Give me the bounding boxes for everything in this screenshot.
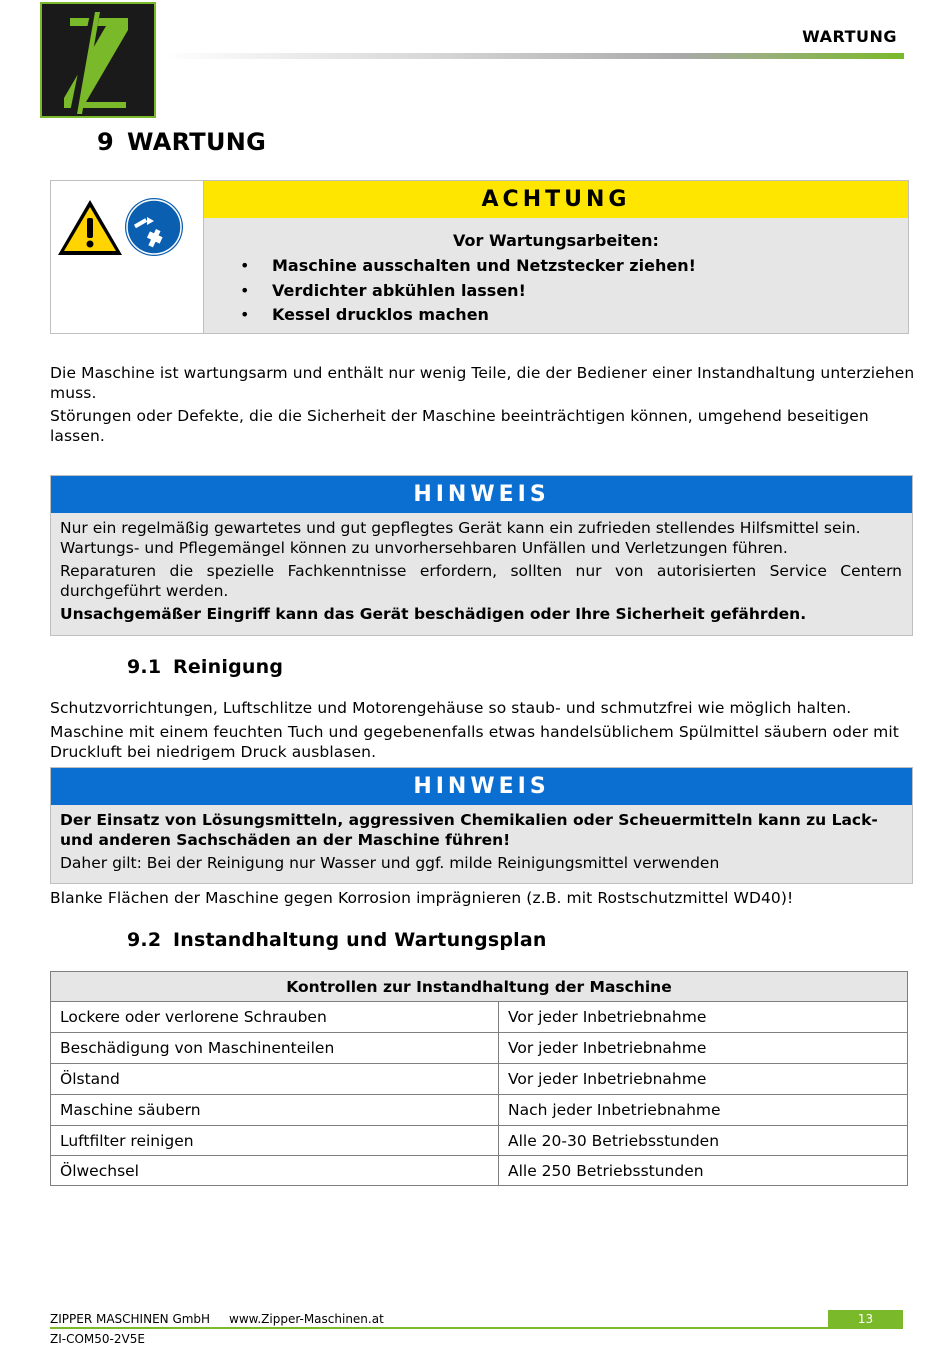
table-cell-task: Maschine säubern [51, 1095, 499, 1126]
section-number: 9.1 [127, 656, 162, 678]
section-heading-9-1 [127, 656, 283, 678]
table-cell-interval: Alle 250 Betriebsstunden [499, 1156, 908, 1186]
table-header: Kontrollen zur Instandhaltung der Maschine [51, 972, 908, 1002]
table-cell-task: Ölstand [51, 1064, 499, 1095]
warning-triangle-icon [58, 200, 122, 255]
warning-list [240, 254, 696, 328]
notice-emphasis: Unsachgemäßer Eingriff kann das Gerät beschädigen oder Ihre Sicherheit gefährden. [60, 605, 807, 623]
footer-company: ZIPPER MASCHINEN GmbH [50, 1312, 211, 1326]
warning-subtitle: Vor Wartungsarbeiten: [453, 231, 659, 250]
corrosion-paragraph: Blanke Flächen der Maschine gegen Korrosion imprägnieren (z.B. mit Rostschutzmittel WD40)! [50, 889, 794, 907]
table-row [51, 1156, 908, 1186]
header-divider [160, 53, 904, 59]
warning-item: • Kessel drucklos machen [240, 303, 696, 328]
table-cell-interval: Vor jeder Inbetriebnahme [499, 1002, 908, 1033]
notice-label: HINWEIS [51, 768, 912, 805]
warning-icons [51, 181, 204, 333]
page-number: 13 [828, 1310, 903, 1328]
table-cell-task: Lockere oder verlorene Schrauben [51, 1002, 499, 1033]
zipper-z-icon [42, 4, 154, 116]
table-cell-task: Luftfilter reinigen [51, 1126, 499, 1156]
notice-paragraph: Reparaturen die spezielle Fachkenntnisse erfordern, sollten nur von autorisierten Service Centern durchgeführt werden. [60, 562, 902, 600]
warning-body [204, 218, 908, 333]
intro-paragraph-1: Die Maschine ist wartungsarm und enthält nur wenig Teile, die der Bediener einer Instandhaltung unterziehen muss. [50, 364, 915, 402]
section-heading-9-2 [127, 929, 547, 951]
table-cell-task: Beschädigung von Maschinenteilen [51, 1033, 499, 1064]
zipper-logo [40, 2, 156, 118]
table-row [51, 1095, 908, 1126]
notice-paragraph: Nur ein regelmäßig gewartetes und gut gepflegtes Gerät kann ein zufrieden stellendes Hilfsmittel sein. Wartungs- und Pflegemängel können zu unvorhersehbaren Unfällen und Verletzungen führen. [60, 519, 861, 557]
table-cell-interval: Vor jeder Inbetriebnahme [499, 1064, 908, 1095]
chapter-title: WARTUNG [127, 128, 267, 156]
warning-box [50, 180, 909, 334]
warning-item: • Verdichter abkühlen lassen! [240, 279, 696, 304]
intro-paragraph-2: Störungen oder Defekte, die die Sicherheit der Maschine beeinträchtigen können, umgehend beseitigen lassen. [50, 407, 869, 445]
cleaning-paragraph-2: Maschine mit einem feuchten Tuch und gegebenenfalls etwas handelsüblichem Spülmittel säubern oder mit Druckluft bei niedrigem Druck ausblasen. [50, 723, 899, 761]
notice-box-2 [50, 767, 913, 884]
notice-content [51, 513, 912, 625]
section-number: 9.2 [127, 929, 162, 951]
chapter-number: 9 [97, 128, 114, 156]
chapter-heading [97, 128, 266, 156]
table-row [51, 1064, 908, 1095]
footer-divider [50, 1327, 903, 1329]
table-cell-interval: Nach jeder Inbetriebnahme [499, 1095, 908, 1126]
table-row [51, 1033, 908, 1064]
table-row [51, 1126, 908, 1156]
section-title: Instandhaltung und Wartungsplan [173, 929, 547, 951]
document-code: ZI-COM50-2V5E [50, 1332, 145, 1346]
table-row [51, 1002, 908, 1033]
notice-content [51, 805, 912, 874]
notice-label: HINWEIS [51, 476, 912, 513]
notice-box-1 [50, 475, 913, 636]
table-cell-task: Ölwechsel [51, 1156, 499, 1186]
notice-emphasis: Der Einsatz von Lösungsmitteln, aggressiven Chemikalien oder Scheuermitteln kann zu Lack- und anderen Sachschäden an der Maschine führen! [60, 811, 878, 849]
warning-item: • Maschine ausschalten und Netzstecker ziehen! [240, 254, 696, 279]
cleaning-paragraph-1: Schutzvorrichtungen, Luftschlitze und Motorengehäuse so staub- und schmutzfrei wie möglich halten. [50, 699, 852, 717]
disconnect-plug-icon [125, 198, 183, 256]
header-section-title: WARTUNG [802, 27, 897, 46]
section-title: Reinigung [173, 656, 284, 678]
table-cell-interval: Vor jeder Inbetriebnahme [499, 1033, 908, 1064]
footer-url: www.Zipper-Maschinen.at [229, 1312, 384, 1326]
maintenance-table [50, 971, 908, 1186]
table-cell-interval: Alle 20-30 Betriebsstunden [499, 1126, 908, 1156]
notice-paragraph: Daher gilt: Bei der Reinigung nur Wasser und ggf. milde Reinigungsmittel verwenden [60, 854, 720, 872]
warning-label: ACHTUNG [204, 181, 908, 218]
